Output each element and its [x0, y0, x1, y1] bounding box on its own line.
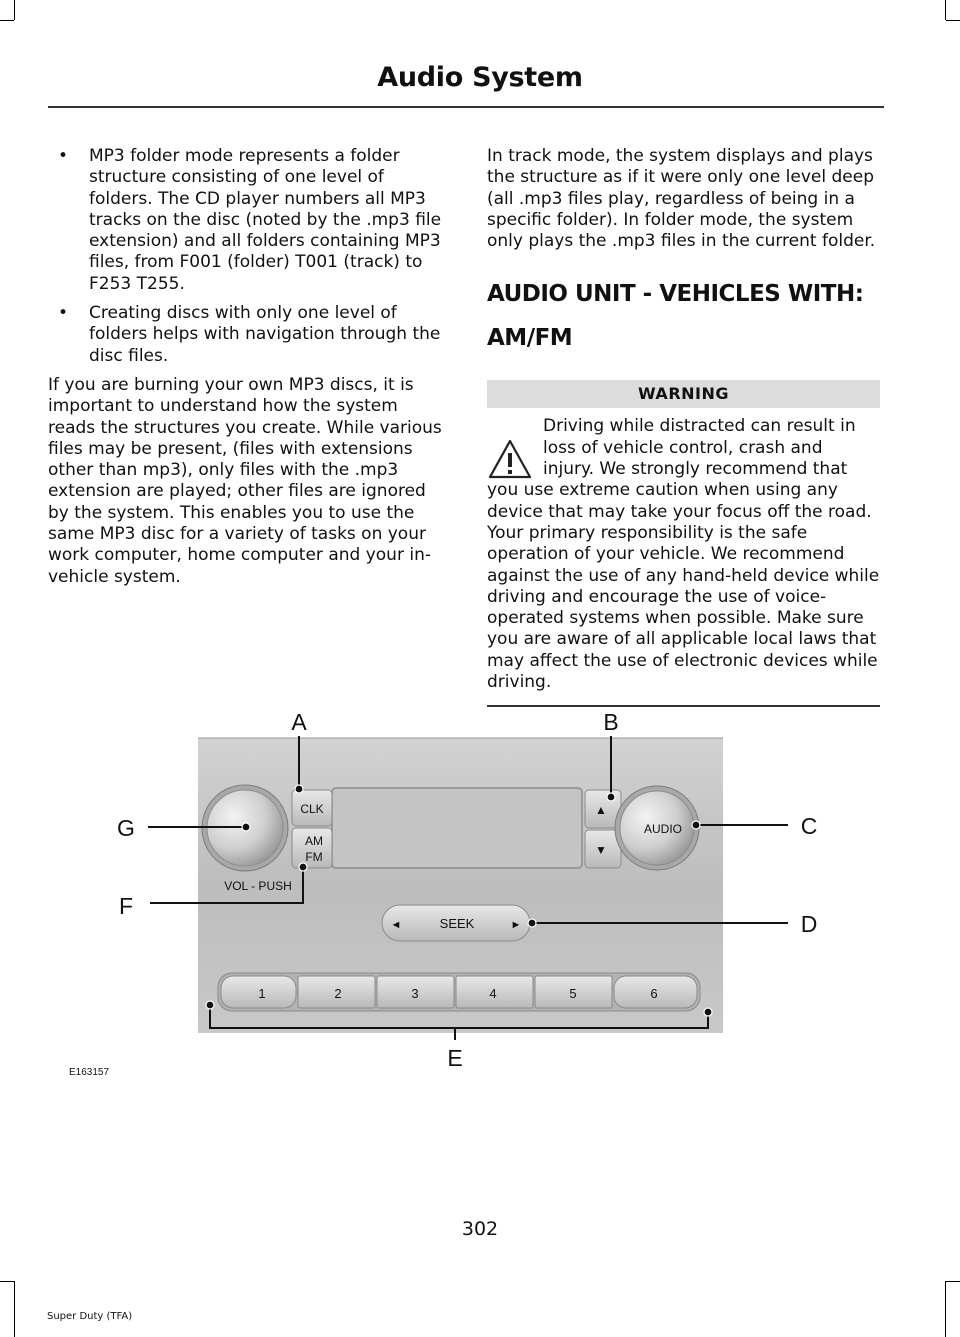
tune-up-arrow-icon: ▲ — [595, 803, 607, 817]
crop-mark-bottom-left-h — [0, 1281, 14, 1282]
callout-dot-c — [692, 821, 700, 829]
callout-label-a: A — [291, 709, 307, 735]
preset-label: 1 — [258, 986, 266, 1001]
bullet-icon: • — [58, 146, 69, 166]
crop-mark-bottom-right-h — [946, 1281, 960, 1282]
page-number: 302 — [461, 1218, 499, 1240]
warning-text: Driving while distracted can result in loss of vehicle control, crash and injury. We strongly recommend that you use extreme caution when using any device that may take your focus off the road. Your primary responsibility is the safe operation of your vehicle. We recommend against the use of any hand-held device while driving and encourage the use of voice-operated systems when possible. Make sure you are aware of all applicable local laws that may affect the use of electronic devices while driving. — [487, 416, 880, 693]
list-item: • Creating discs with only one level of folders helps with navigation through the disc files. — [58, 303, 441, 366]
callout-label-f: F — [118, 893, 134, 919]
preset-buttons — [221, 976, 697, 1008]
callout-label-d: D — [800, 911, 818, 937]
seek-left-arrow-icon: ◄ — [390, 919, 402, 931]
footer-text: Super Duty (TFA) — [47, 1311, 133, 1322]
am-label: AM — [305, 834, 323, 848]
callout-dot-f — [299, 863, 307, 871]
body-paragraph: If you are burning your own MP3 discs, it is important to understand how the system reads the structures you create. While various files may be present, (files with extensions other than mp3), only files with the .mp3 extension are played; other files are ignored by the system. This enables you to use the same MP3 disc for a variety of tasks on your work computer, home computer and your in-vehicle system. — [48, 374, 442, 587]
section-heading: AUDIO UNIT - VEHICLES WITH: AM/FM — [487, 281, 864, 352]
clk-label: CLK — [300, 802, 324, 816]
vol-push-label: VOL - PUSH — [224, 879, 292, 893]
audio-unit-illustration — [69, 700, 860, 1080]
fm-label: FM — [305, 850, 323, 864]
bullet-list — [48, 146, 450, 367]
header-divider — [48, 106, 884, 108]
page-title: Audio System — [377, 62, 583, 93]
preset-label: 6 — [650, 986, 658, 1001]
callout-label-e: E — [447, 1045, 463, 1071]
preset-label: 2 — [334, 986, 342, 1001]
tune-down-arrow-icon: ▼ — [595, 843, 607, 857]
callout-dot-g — [242, 823, 250, 831]
callout-label-c: C — [800, 813, 818, 839]
warning-label: WARNING — [487, 380, 880, 408]
callout-dot-a — [295, 785, 303, 793]
callout-dot-e-right — [704, 1008, 712, 1016]
callout-dot-b — [607, 793, 615, 801]
crop-mark-bottom-right-v — [945, 1281, 946, 1337]
preset-label: 3 — [411, 986, 419, 1001]
right-column — [487, 146, 880, 707]
audio-label: AUDIO — [643, 822, 683, 836]
crop-mark-bottom-left-v — [14, 1281, 15, 1337]
figure-code: E163157 — [69, 1067, 110, 1078]
preset-label: 5 — [569, 986, 577, 1001]
list-item: • MP3 folder mode represents a folder structure consisting of one level of folders. The CD player numbers all MP3 tracks on the disc (noted by the .mp3 file extension) and all folders containing MP3 files, from F001 (folder) T001 (track) to F253 T255. — [58, 146, 442, 294]
warning-triangle-icon — [487, 438, 533, 480]
bullet-icon: • — [58, 303, 69, 324]
crop-mark-top-left-h — [0, 20, 14, 21]
preset-label: 4 — [489, 986, 497, 1001]
seek-right-arrow-icon: ► — [510, 919, 522, 931]
callout-dot-e-left — [206, 1001, 214, 1009]
crop-mark-top-left-v — [14, 0, 15, 20]
crop-mark-top-right-v — [945, 0, 946, 20]
seek-label: SEEK — [439, 916, 475, 931]
crop-mark-top-right-h — [946, 20, 960, 21]
body-paragraph: In track mode, the system displays and plays the structure as if it were only one level deep (all .mp3 files play, regardless of being in a specific folder). In folder mode, the system only plays the .mp3 files in the current folder. — [487, 146, 876, 252]
display-window — [332, 788, 582, 868]
callout-label-g: G — [117, 815, 135, 841]
left-column — [48, 146, 450, 588]
callout-dot-d — [528, 919, 536, 927]
callout-label-b: B — [603, 709, 619, 735]
